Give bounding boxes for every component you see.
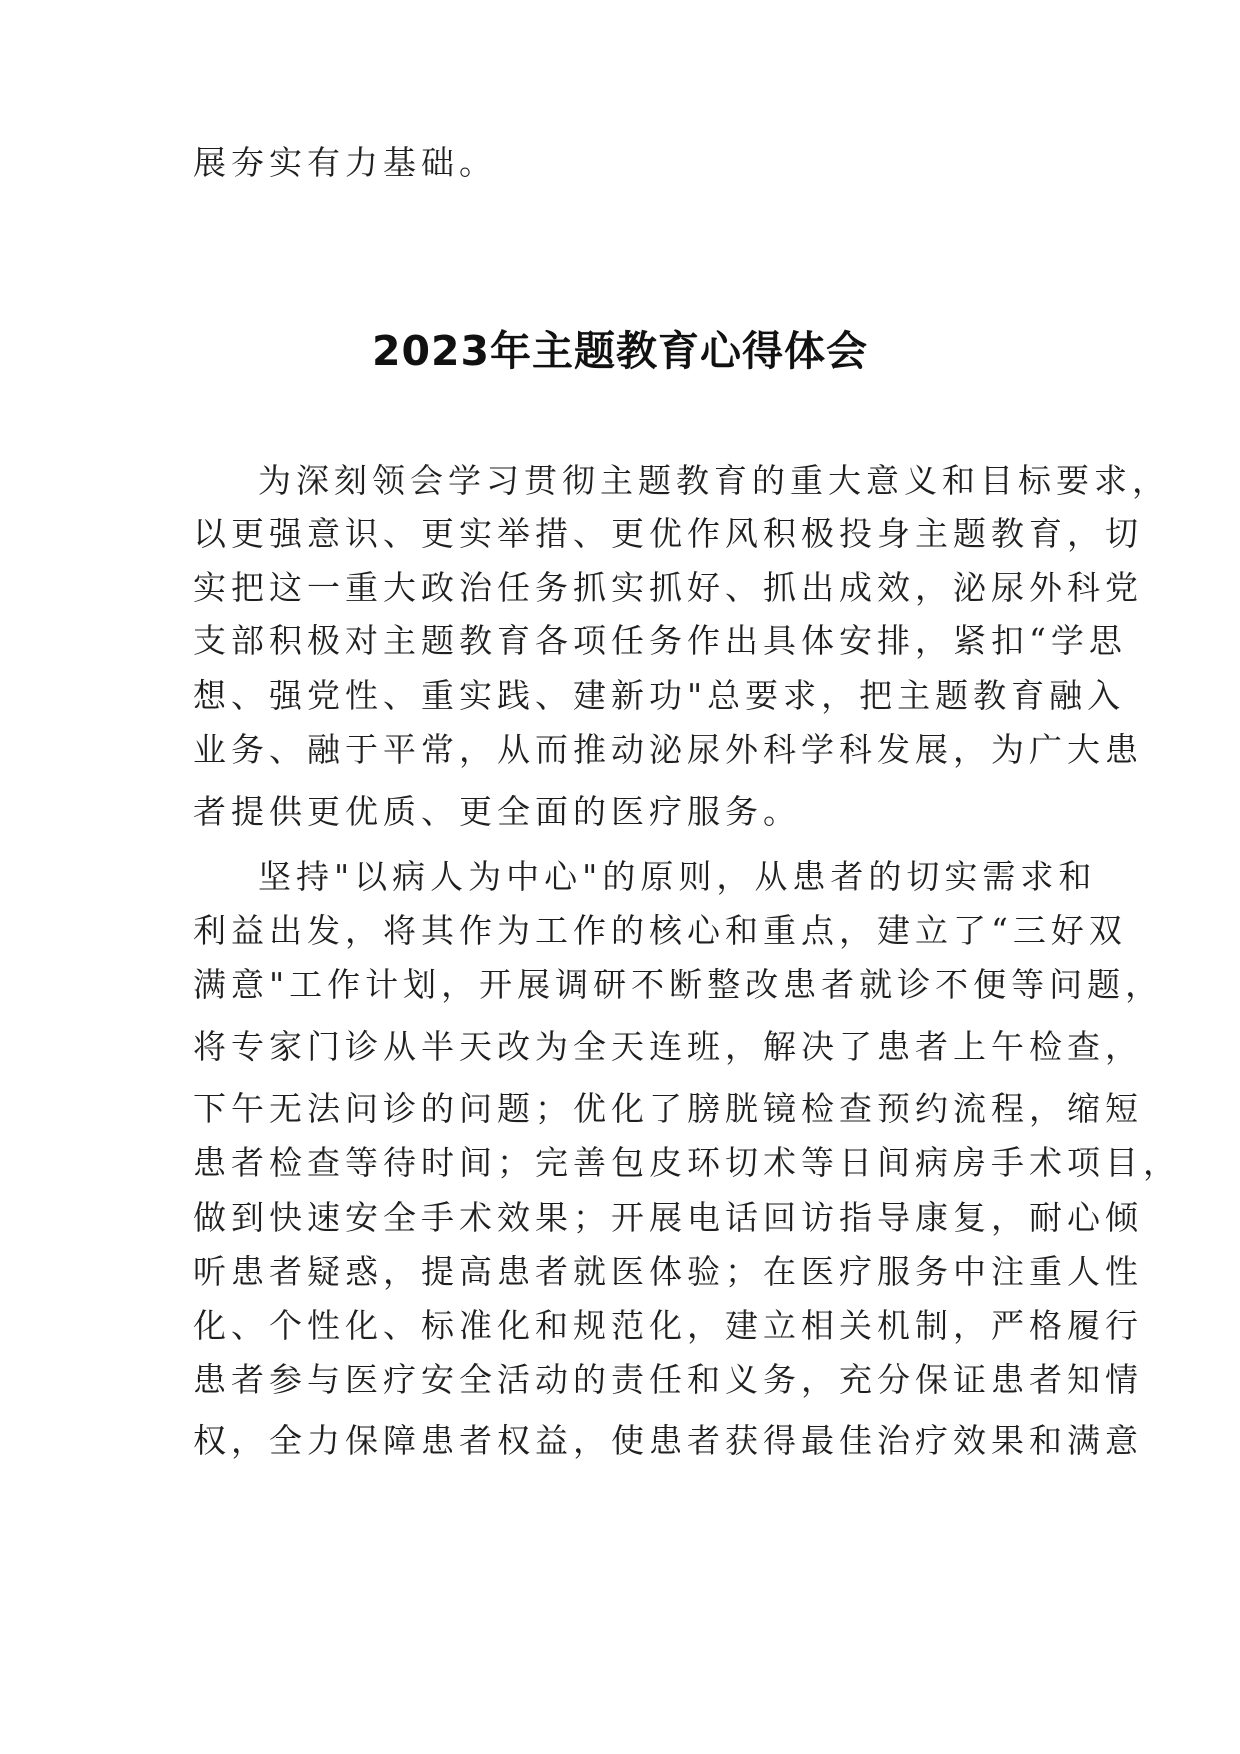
paragraph-line: 想、强党性、重实践、建新功"总要求，把主题教育融入	[193, 676, 1126, 715]
paragraph-line: 听患者疑惑，提高患者就医体验；在医疗服务中注重人性	[193, 1252, 1143, 1291]
paragraph-line: 以更强意识、更实举措、更优作风积极投身主题教育，切	[193, 514, 1143, 553]
paragraph-line: 下午无法问诊的问题；优化了膀胱镜检查预约流程，缩短	[193, 1089, 1143, 1128]
paragraph-line: 实把这一重大政治任务抓实抓好、抓出成效，泌尿外科党	[193, 568, 1143, 607]
paragraph-line: 权，全力保障患者权益，使患者获得最佳治疗效果和满意	[193, 1421, 1143, 1460]
paragraph-line: 满意"工作计划，开展调研不断整改患者就诊不便等问题，	[193, 965, 1164, 1004]
paragraph-line: 业务、融于平常，从而推动泌尿外科学科发展，为广大患	[193, 730, 1143, 769]
document-title: 2023年主题教育心得体会	[371, 327, 869, 375]
paragraph-line: 患者参与医疗安全活动的责任和义务，充分保证患者知情	[193, 1360, 1143, 1399]
paragraph-line: 为深刻领会学习贯彻主题教育的重大意义和目标要求，	[258, 461, 1170, 500]
paragraph-line: 将专家门诊从半天改为全天连班，解决了患者上午检查，	[193, 1027, 1143, 1066]
paragraph-line: 化、个性化、标准化和规范化，建立相关机制，严格履行	[193, 1306, 1143, 1345]
paragraph-line: 者提供更优质、更全面的医疗服务。	[193, 792, 801, 831]
paragraph-line: 做到快速安全手术效果；开展电话回访指导康复，耐心倾	[193, 1198, 1143, 1237]
paragraph-line: 利益出发，将其作为工作的核心和重点，建立了“三好双	[193, 911, 1127, 950]
continuation-line: 展夯实有力基础。	[193, 143, 497, 182]
paragraph-line: 支部积极对主题教育各项任务作出具体安排，紧扣“学思	[193, 621, 1127, 660]
paragraph-line: 坚持"以病人为中心"的原则，从患者的切实需求和	[258, 857, 1097, 896]
paragraph-line: 患者检查等待时间；完善包皮环切术等日间病房手术项目，	[193, 1143, 1181, 1182]
